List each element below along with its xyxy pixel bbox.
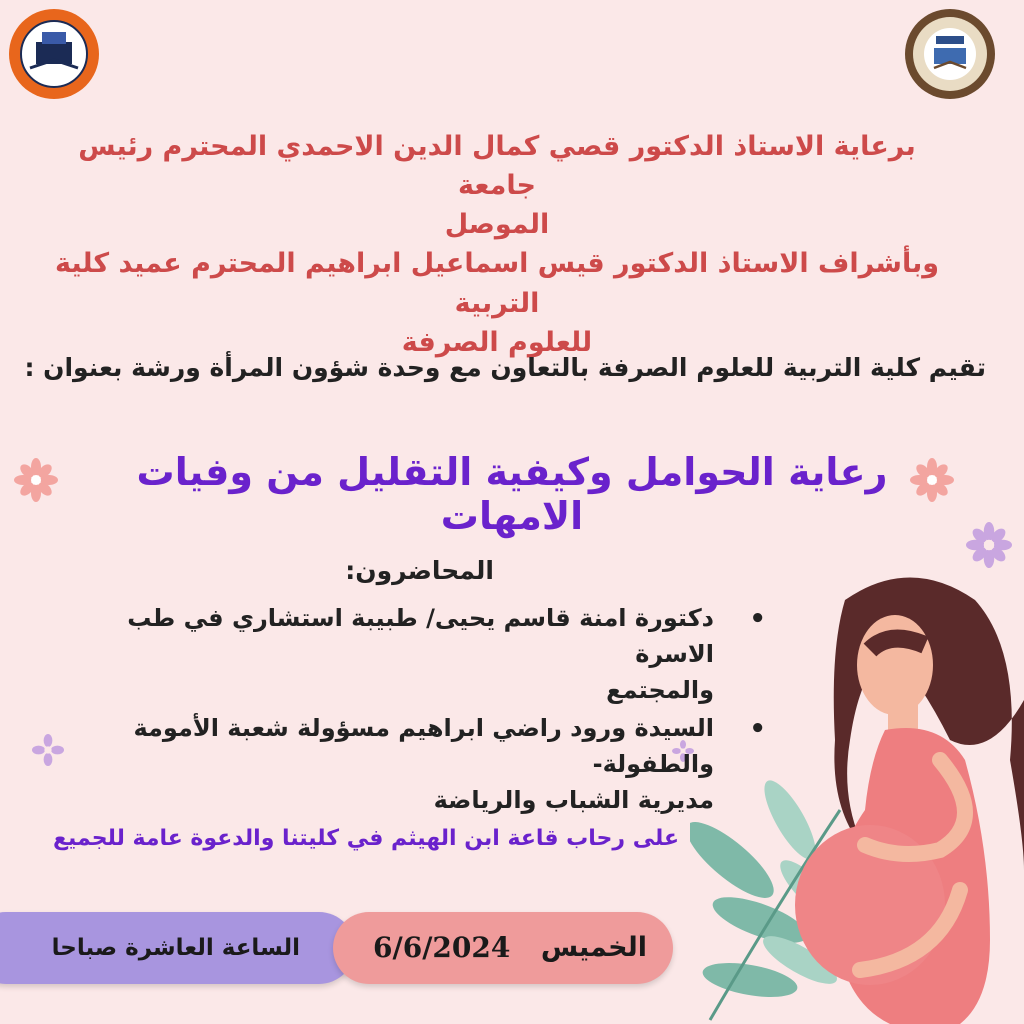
lecturer-item	[44, 600, 774, 708]
event-day: الخميس	[540, 932, 647, 963]
pregnant-woman-illustration-icon	[690, 560, 1024, 1024]
lecturers-heading: المحاضرون:	[345, 556, 494, 585]
event-date: 6/6/2024	[373, 931, 511, 964]
patronage-text	[40, 127, 954, 362]
lecturer-line: • دكتورة امنة قاسم يحيى/ طبيبة استشاري في طب الاسرة	[127, 604, 714, 668]
lecturers-list	[44, 600, 774, 820]
college-logo-icon	[904, 8, 996, 100]
flower-icon	[14, 458, 58, 502]
workshop-title: رعاية الحوامل وكيفية التقليل من وفيات الامهات	[136, 450, 888, 538]
patronage-line: برعاية الاستاذ الدكتور قصي كمال الدين الاحمدي المحترم رئيس جامعة	[78, 131, 916, 202]
venue-text: على رحاب قاعة ابن الهيثم في كليتنا والدعوة عامة للجميع	[52, 826, 679, 851]
date-pill	[333, 912, 673, 984]
lecturer-line: • السيدة ورود راضي ابراهيم مسؤولة شعبة الأمومة والطفولة-	[133, 714, 714, 778]
lecturer-item	[44, 710, 774, 818]
organizer-statement: تقيم كلية التربية للعلوم الصرفة بالتعاون مع وحدة شؤون المرأة ورشة بعنوان :	[24, 353, 986, 382]
time-pill	[0, 912, 355, 984]
university-logo-icon	[8, 8, 100, 100]
lecturer-line: مديرية الشباب والرياضة	[433, 786, 714, 814]
lecturer-line: والمجتمع	[606, 676, 714, 704]
patronage-line: الموصل	[444, 209, 550, 241]
event-time: الساعة العاشرة صباحا	[51, 935, 300, 961]
supervision-line: وبأشراف الاستاذ الدكتور قيس اسماعيل ابراهيم المحترم عميد كلية التربية	[54, 248, 939, 319]
supervision-line: للعلوم الصرفة	[401, 326, 593, 358]
